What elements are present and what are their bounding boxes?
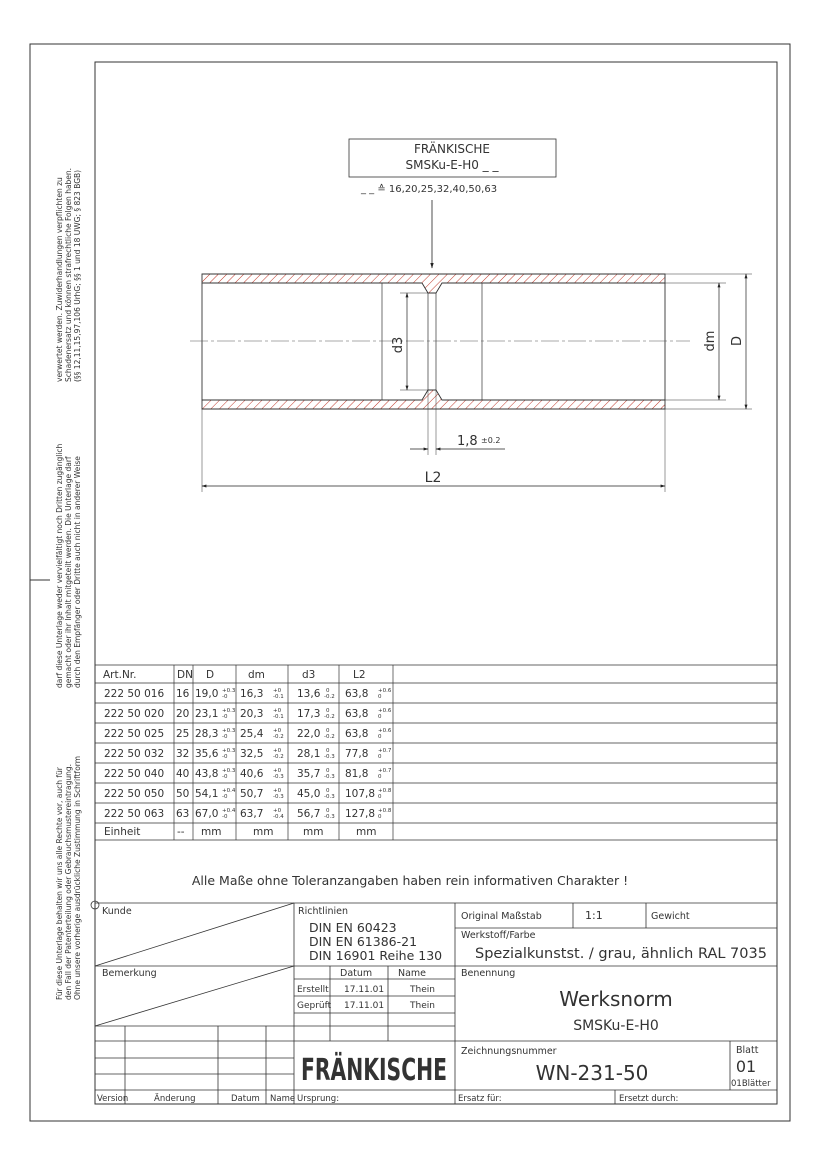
- name-footer-label: Name: [270, 1094, 296, 1104]
- cell-d3-tol-upper: 0: [326, 728, 330, 734]
- cell-D-tol-lower: -0: [222, 794, 228, 800]
- cell-dm: 50,7: [240, 788, 264, 800]
- cell-D-tol-upper: +0.3: [222, 728, 236, 734]
- dim-1-8-tol: ±0.2: [481, 436, 501, 445]
- blaetter-value: 01Blätter: [731, 1079, 771, 1089]
- cell-d3: 13,6: [297, 688, 321, 700]
- cell-L2: 127,8: [345, 808, 376, 820]
- dim-d3: d3: [391, 336, 406, 354]
- cell-D-tol-lower: -0: [222, 694, 228, 700]
- ersetzt-durch-label: Ersetzt durch:: [619, 1094, 679, 1104]
- blatt-label: Blatt: [736, 1045, 759, 1056]
- cell-d3: 56,7: [297, 808, 321, 820]
- cell-d3-tol-lower: -0.3: [324, 814, 335, 820]
- cell-L2-tol-lower: 0: [378, 774, 382, 780]
- cell-D: 43,8: [195, 768, 219, 780]
- label-box-line1: FRÄNKISCHE: [414, 142, 490, 156]
- cell-d3: 28,1: [297, 748, 321, 760]
- cell-D-tol-lower: -0: [222, 774, 228, 780]
- unit-row: [104, 826, 376, 838]
- cell-d3-tol-upper: 0: [326, 708, 330, 714]
- name-header: Name: [398, 968, 427, 979]
- cell-L2-tol-upper: +0.6: [378, 688, 392, 694]
- cell-art: 222 50 025: [104, 728, 165, 740]
- side-note-9: Ohne unsere vorherige ausdrückliche Zustimmung in Schriftform: [73, 755, 82, 1000]
- cell-L2-tol-upper: +0.8: [378, 808, 392, 814]
- cell-dm-tol-lower: -0.4: [273, 814, 284, 820]
- cell-dm-tol-lower: -0.3: [273, 774, 284, 780]
- coupling-drawing: [190, 139, 752, 492]
- version-label: Version: [97, 1094, 129, 1104]
- cell-D-tol-lower: -0: [222, 714, 228, 720]
- benennung-2: SMSKu-E-H0: [573, 1018, 659, 1034]
- header-art: Art.Nr.: [103, 669, 137, 681]
- cell-art: 222 50 040: [104, 768, 165, 780]
- geprueft-datum: 17.11.01: [344, 1001, 385, 1011]
- werkstoff-label: Werkstoff/Farbe: [461, 930, 536, 941]
- cell-dm-tol-lower: -0.1: [273, 714, 284, 720]
- datum-header: Datum: [340, 968, 373, 979]
- richtlinie-3: DIN 16901 Reihe 130: [309, 948, 443, 963]
- header-dm: dm: [248, 669, 265, 681]
- zeichnungsnummer-label: Zeichnungsnummer: [461, 1046, 557, 1057]
- werkstoff-value: Spezialkunstst. / grau, ähnlich RAL 7035: [475, 946, 767, 962]
- benennung-label: Benennung: [461, 968, 516, 979]
- table-header: [103, 669, 366, 681]
- dim-1-8: 1,8: [457, 434, 478, 449]
- label-box-line2: SMSKu-E-H0 _ _: [405, 158, 499, 172]
- cell-L2: 107,8: [345, 788, 376, 800]
- cell-D-tol-upper: +0.4: [222, 808, 236, 814]
- tolerance-note: Alle Maße ohne Toleranzangaben haben rein informativen Charakter !: [191, 873, 629, 888]
- cell-D-tol-upper: +0.3: [222, 708, 236, 714]
- cell-dm-tol-lower: -0.1: [273, 694, 284, 700]
- cell-D-tol-lower: -0: [222, 734, 228, 740]
- cell-D-tol-upper: +0.3: [222, 768, 236, 774]
- cell-L2-tol-lower: 0: [378, 734, 382, 740]
- cell-d3-tol-lower: -0.3: [324, 794, 335, 800]
- cell-L2-tol-upper: +0.6: [378, 728, 392, 734]
- cell-d3-tol-upper: 0: [326, 788, 330, 794]
- dim-D: D: [730, 335, 745, 347]
- table-rows: [104, 688, 392, 820]
- bemerkung-label: Bemerkung: [102, 968, 157, 979]
- dim-dm: dm: [703, 330, 718, 352]
- label-sizes: _ _ ≙ 16,20,25,32,40,50,63: [361, 184, 498, 195]
- side-note-3: (§§ 12,11,15,97,106 UrhG; §§ 1 und 18 UWG; § 823 BGB): [73, 169, 82, 382]
- side-notes: [55, 168, 82, 1000]
- kunde-label: Kunde: [102, 906, 132, 917]
- unit-D: mm: [201, 826, 222, 838]
- cell-art: 222 50 016: [104, 688, 165, 700]
- zeichnungsnummer-value: WN-231-50: [535, 1061, 649, 1085]
- cell-L2: 63,8: [345, 728, 369, 740]
- cell-L2-tol-lower: 0: [378, 694, 382, 700]
- cell-d3: 22,0: [297, 728, 321, 740]
- cell-art: 222 50 050: [104, 788, 165, 800]
- ursprung-label: Ursprung:: [297, 1094, 340, 1104]
- cell-D: 35,6: [195, 748, 219, 760]
- cell-dn: 20: [176, 708, 190, 720]
- cell-L2-tol-lower: 0: [378, 714, 382, 720]
- side-note-5: gemacht oder ihr Inhalt mitgeteilt werden. Die Unterlage darf: [64, 456, 73, 688]
- side-note-8: den Fall der Patenterteilung oder Gebrauchsmustereintragung.: [64, 764, 73, 1000]
- cell-d3-tol-upper: 0: [326, 688, 330, 694]
- cell-d3-tol-lower: -0.3: [324, 754, 335, 760]
- cell-L2-tol-upper: +0.7: [378, 768, 392, 774]
- cell-D-tol-lower: -0: [222, 754, 228, 760]
- cell-L2-tol-lower: 0: [378, 754, 382, 760]
- cell-D-tol-upper: +0.4: [222, 788, 236, 794]
- erstellt-name: Thein: [410, 985, 435, 995]
- richtlinien-label: Richtlinien: [298, 906, 349, 917]
- side-note-4: darf diese Unterlage weder vervielfältigt noch Dritten zugänglich: [55, 443, 64, 688]
- cell-D: 67,0: [195, 808, 219, 820]
- cell-L2: 77,8: [345, 748, 369, 760]
- cell-dm: 32,5: [240, 748, 264, 760]
- side-note-1: verwertet werden. Zuwiderhandlungen verpflichten zu: [55, 177, 64, 382]
- cell-d3-tol-lower: -0.2: [324, 694, 335, 700]
- cell-dn: 50: [176, 788, 190, 800]
- cell-D-tol-lower: -0: [222, 814, 228, 820]
- cell-dn: 63: [176, 808, 190, 820]
- cell-d3-tol-upper: 0: [326, 748, 330, 754]
- cell-dm: 40,6: [240, 768, 264, 780]
- cell-dm-tol-lower: -0.2: [273, 754, 284, 760]
- cell-D: 54,1: [195, 788, 219, 800]
- cell-dm: 63,7: [240, 808, 264, 820]
- cell-d3-tol-upper: 0: [326, 808, 330, 814]
- cell-L2-tol-upper: +0.8: [378, 788, 392, 794]
- cell-dn: 32: [176, 748, 190, 760]
- cell-art: 222 50 032: [104, 748, 165, 760]
- cell-d3-tol-upper: 0: [326, 768, 330, 774]
- cell-dm-tol-upper: +0: [273, 708, 282, 714]
- cell-dn: 40: [176, 768, 190, 780]
- richtlinie-2: DIN EN 61386-21: [309, 934, 418, 949]
- dim-L2: L2: [424, 470, 442, 486]
- cell-d3: 35,7: [297, 768, 321, 780]
- cell-d3: 45,0: [297, 788, 321, 800]
- cell-L2-tol-upper: +0.6: [378, 708, 392, 714]
- cell-D: 23,1: [195, 708, 219, 720]
- cell-dn: 25: [176, 728, 190, 740]
- cell-dm: 16,3: [240, 688, 264, 700]
- unit-dm: mm: [253, 826, 274, 838]
- cell-dm: 25,4: [240, 728, 264, 740]
- unit-d3: mm: [303, 826, 324, 838]
- richtlinie-1: DIN EN 60423: [309, 920, 397, 935]
- side-note-6: durch den Empfänger oder Dritte auch nicht in anderer Weise: [73, 456, 82, 688]
- cell-d3-tol-lower: -0.2: [324, 714, 335, 720]
- cell-d3-tol-lower: -0.2: [324, 734, 335, 740]
- cell-dm-tol-upper: +0: [273, 688, 282, 694]
- cell-dm-tol-upper: +0: [273, 728, 282, 734]
- unit-dn: --: [177, 826, 185, 838]
- benennung-1: Werksnorm: [559, 987, 673, 1011]
- erstellt-datum: 17.11.01: [344, 985, 385, 995]
- unit-einheit: Einheit: [104, 826, 141, 838]
- cell-dm-tol-upper: +0: [273, 808, 282, 814]
- cell-dm-tol-lower: -0.3: [273, 794, 284, 800]
- cell-d3: 17,3: [297, 708, 321, 720]
- cell-L2-tol-lower: 0: [378, 794, 382, 800]
- cell-dm-tol-upper: +0: [273, 788, 282, 794]
- company-logo: FRÄNKISCHE: [301, 1053, 517, 1088]
- cell-L2-tol-lower: 0: [378, 814, 382, 820]
- cell-dm-tol-upper: +0: [273, 768, 282, 774]
- cell-L2: 63,8: [345, 688, 369, 700]
- cell-D-tol-upper: +0.3: [222, 688, 236, 694]
- cell-d3-tol-lower: -0.3: [324, 774, 335, 780]
- cell-D: 19,0: [195, 688, 219, 700]
- ersatz-fuer-label: Ersatz für:: [458, 1094, 502, 1104]
- header-L2: L2: [353, 669, 366, 681]
- header-d3: d3: [302, 669, 316, 681]
- cell-dm-tol-lower: -0.2: [273, 734, 284, 740]
- cell-art: 222 50 020: [104, 708, 165, 720]
- side-note-7: Für diese Unterlage behalten wir uns alle Rechte vor, auch für: [55, 767, 64, 1000]
- aenderung-label: Änderung: [154, 1094, 196, 1104]
- blatt-value: 01: [735, 1057, 757, 1076]
- cell-L2: 63,8: [345, 708, 369, 720]
- cell-dm: 20,3: [240, 708, 264, 720]
- cell-L2: 81,8: [345, 768, 369, 780]
- side-note-2: Schadenersatz und können strafrechtliche Folgen haben.: [64, 167, 73, 382]
- geprueft-label: Geprüft: [297, 1001, 332, 1011]
- massstab-value: 1:1: [585, 909, 603, 922]
- cell-D-tol-upper: +0.3: [222, 748, 236, 754]
- gewicht-label: Gewicht: [651, 911, 690, 922]
- erstellt-label: Erstellt: [297, 985, 329, 995]
- cell-L2-tol-upper: +0.7: [378, 748, 392, 754]
- geprueft-name: Thein: [410, 1001, 435, 1011]
- datum-footer-label: Datum: [231, 1094, 260, 1104]
- cell-dm-tol-upper: +0: [273, 748, 282, 754]
- cell-art: 222 50 063: [104, 808, 165, 820]
- header-dn: DN: [177, 669, 193, 681]
- massstab-label: Original Maßstab: [461, 911, 542, 922]
- header-D: D: [206, 669, 215, 681]
- cell-dn: 16: [176, 688, 190, 700]
- unit-L2: mm: [356, 826, 377, 838]
- cell-D: 28,3: [195, 728, 219, 740]
